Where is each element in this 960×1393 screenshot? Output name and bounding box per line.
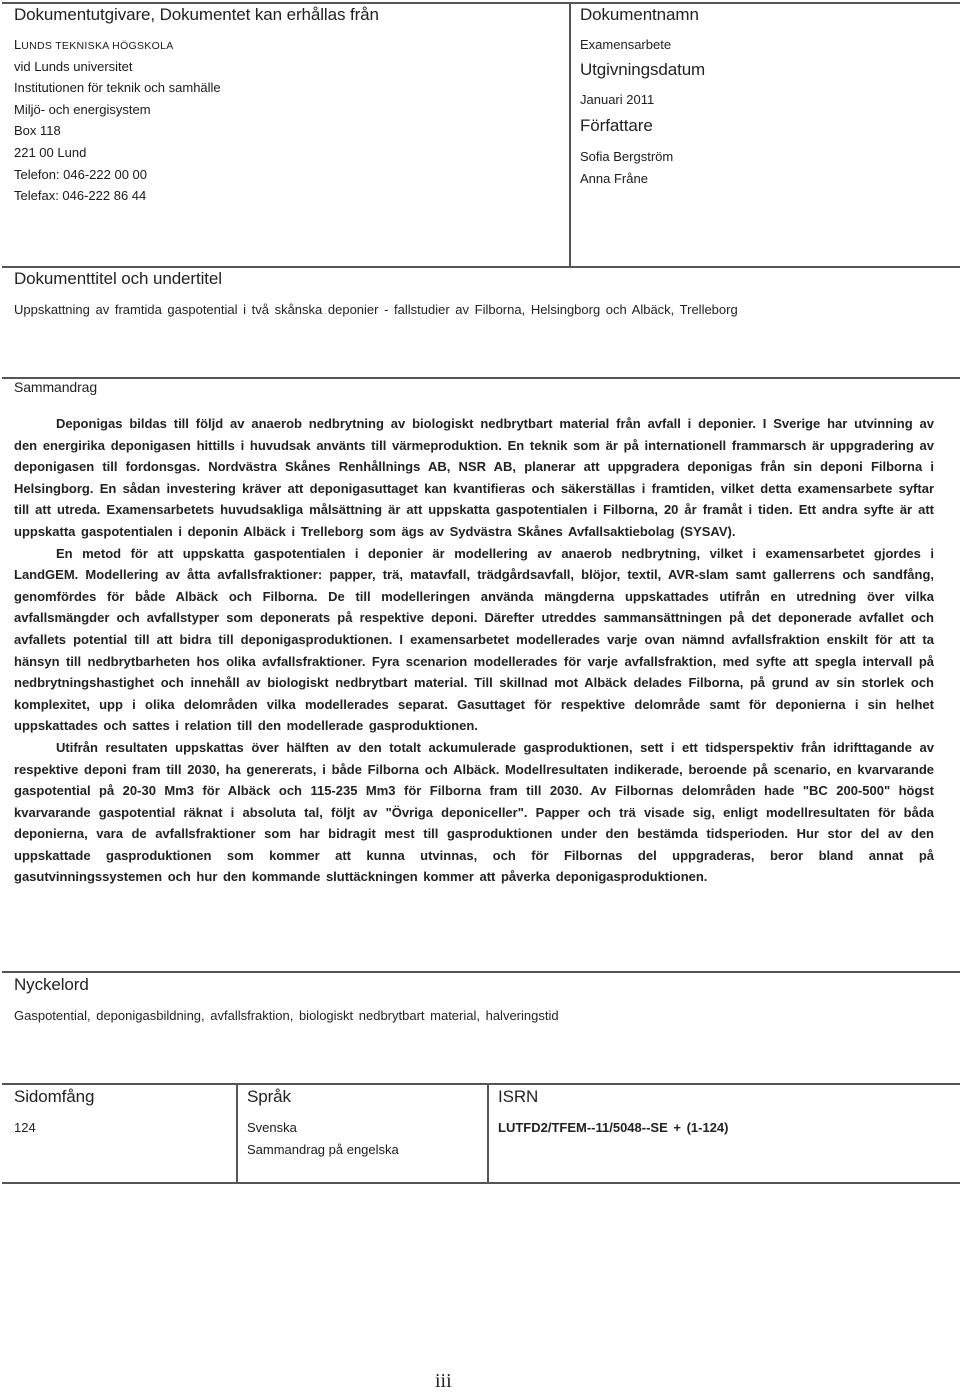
keywords-value: Gaspotential, deponigasbildning, avfallsfraktion, biologiskt nedbrytbart material, halveringstid xyxy=(14,1008,559,1023)
publisher-line: Miljö- och energisystem xyxy=(14,101,151,117)
publisher-line: 221 00 Lund xyxy=(14,144,87,160)
author-name: Sofia Bergström xyxy=(580,149,674,164)
title-section-border xyxy=(2,377,960,379)
publisher-line: Box 118 xyxy=(14,123,61,139)
summary-heading: Sammandrag xyxy=(14,379,98,395)
bottom-divider-1 xyxy=(236,1083,238,1184)
header-divider xyxy=(569,2,571,268)
publication-date-value: Januari 2011 xyxy=(580,92,655,107)
pages-heading: Sidomfång xyxy=(14,1087,95,1106)
publisher-address xyxy=(14,34,221,207)
isrn-heading: ISRN xyxy=(498,1087,539,1106)
document-title-heading: Dokumenttitel och undertitel xyxy=(14,269,222,288)
summary-body xyxy=(14,413,934,888)
document-name-heading: Dokumentnamn xyxy=(580,5,699,24)
isrn-value: LUTFD2/TFEM--11/5048--SE + (1-124) xyxy=(498,1120,729,1135)
bottom-divider-2 xyxy=(487,1083,489,1184)
publication-date-heading: Utgivningsdatum xyxy=(580,60,706,79)
language-values xyxy=(247,1117,399,1160)
pages-value: 124 xyxy=(14,1120,36,1135)
university-name: LUNDS TEKNISKA HÖGSKOLA xyxy=(14,37,174,52)
bottom-section-border xyxy=(2,1083,960,1085)
keywords-heading: Nyckelord xyxy=(14,975,89,994)
language-heading: Språk xyxy=(247,1087,291,1106)
publisher-line: Telefax: 046-222 86 44 xyxy=(14,188,147,204)
language-value: Sammandrag på engelska xyxy=(247,1141,399,1157)
author-name: Anna Fråne xyxy=(580,170,648,186)
document-title-value: Uppskattning av framtida gaspotential i två skånska deponier - fallstudier av Filborna, Helsingborg och Albäck, Trelleborg xyxy=(14,302,738,317)
authors-list xyxy=(580,146,673,189)
summary-paragraph: Utifrån resultaten uppskattas över hälften av den totalt ackumulerade gasproduktionen, sett i ett tidsperspektiv från idrifttagande av respektive deponi fram till 2030, ha genererats, i både Filborna och Albäck. Modellresultaten indikerade, beroende på scenario, en kvarvarande gaspotential på 20-30 Mm3 för Albäck och 115-235 Mm3 för Filborna fram till 2030. Av Filbornas delområden hade "BC 200-500" högst kvarvarande gaspotential räknat i absoluta tal, följt av "Övriga deponiceller". Papper och trä visade sig, enligt modellresultaten för båda deponierna, vara de avfallsfraktioner som har bidragit mest till gasproduktionen under den bestämda tidsperioden. Hur stor del av den uppskattade gasproduktionen som kommer att kunna utvinnas, och för Filbornas del uppgraderas, beror bland annat på gasutvinningssystemen och hur den kommande sluttäckningen kommer att påverka deponigasproduktionen. xyxy=(14,739,934,885)
bottom-border xyxy=(2,1182,960,1184)
keywords-section-border xyxy=(2,971,960,973)
publisher-line: Institutionen för teknik och samhälle xyxy=(14,80,221,96)
top-border xyxy=(2,2,960,4)
publisher-line: Telefon: 046-222 00 00 xyxy=(14,166,147,182)
summary-paragraph: En metod för att uppskatta gaspotentialen i deponier är modellering av anaerob nedbrytning, vilket i examensarbetet gjordes i LandGEM. Modellering av åtta avfallsfraktioner: papper, trä, matavfall, trädgårdsavfall, blöjor, textil, AVR-slam samt gallerrens och sandfång, genomfördes för både Albäck och Filborna. De till modelleringen använda mängderna uppskattades utifrån en utredning över vilka avfallsmängder och avfallstyper som deponerats på respektive deponi. Därefter utreddes sammansättningen på det deponerade avfallet och avfallets potential till att bidra till deponigasproduktionen. I examensarbetet modellerades varje ovan nämnd avfallsfraktion enskilt för att ta hänsyn till nedbrytbarheten hos olika avfallsfraktioner. Fyra scenarion modellerades för varje avfallsfraktion, med syfte att spegla intervall på nedbrytningshastighet och innehåll av biologiskt nedbrytbart material. Till skillnad mot Albäck delades Filborna, på grund av sin storlek och komplexitet, upp i olika delområden vilka modellerades separat. Gasuttaget för respektive delområde samt för deponierna i sin helhet uppskattades och sattes i relation till den modellerade gasproduktionen. xyxy=(14,545,934,734)
header-bottom-border xyxy=(2,266,960,268)
publisher-line: vid Lunds universitet xyxy=(14,58,133,74)
document-name-value: Examensarbete xyxy=(580,37,672,52)
page-number: iii xyxy=(435,1370,452,1392)
language-value: Svenska xyxy=(247,1120,297,1135)
publisher-heading: Dokumentutgivare, Dokumentet kan erhållas från xyxy=(14,5,379,24)
authors-heading: Författare xyxy=(580,116,653,135)
summary-paragraph: Deponigas bildas till följd av anaerob nedbrytning av biologiskt nedbrytbart material från avfall i deponier. I Sverige har utvinning av den energirika deponigasen hittills i huvudsak använts till värmeproduktion. En teknik som är på internationell frammarsch är uppgradering av deponigasen till fordonsgas. Nordvästra Skånes Renhållnings AB, NSR AB, planerar att uppgradera deponigas från sin deponi Filborna i Helsingborg. En sådan investering kräver att deponigasuttaget kan kvantifieras och säkerställas i framtiden, vilket detta examensarbete syftar till att utreda. Examensarbetets huvudsakliga målsättning är att uppskatta gaspotentialen i Filborna, 20 år framåt i tiden. Ett andra syfte är att uppskatta gaspotentialen i deponin Albäck i Trelleborg som ägs av Sydvästra Skånes Avfallsaktiebolag (SYSAV). xyxy=(14,416,934,539)
